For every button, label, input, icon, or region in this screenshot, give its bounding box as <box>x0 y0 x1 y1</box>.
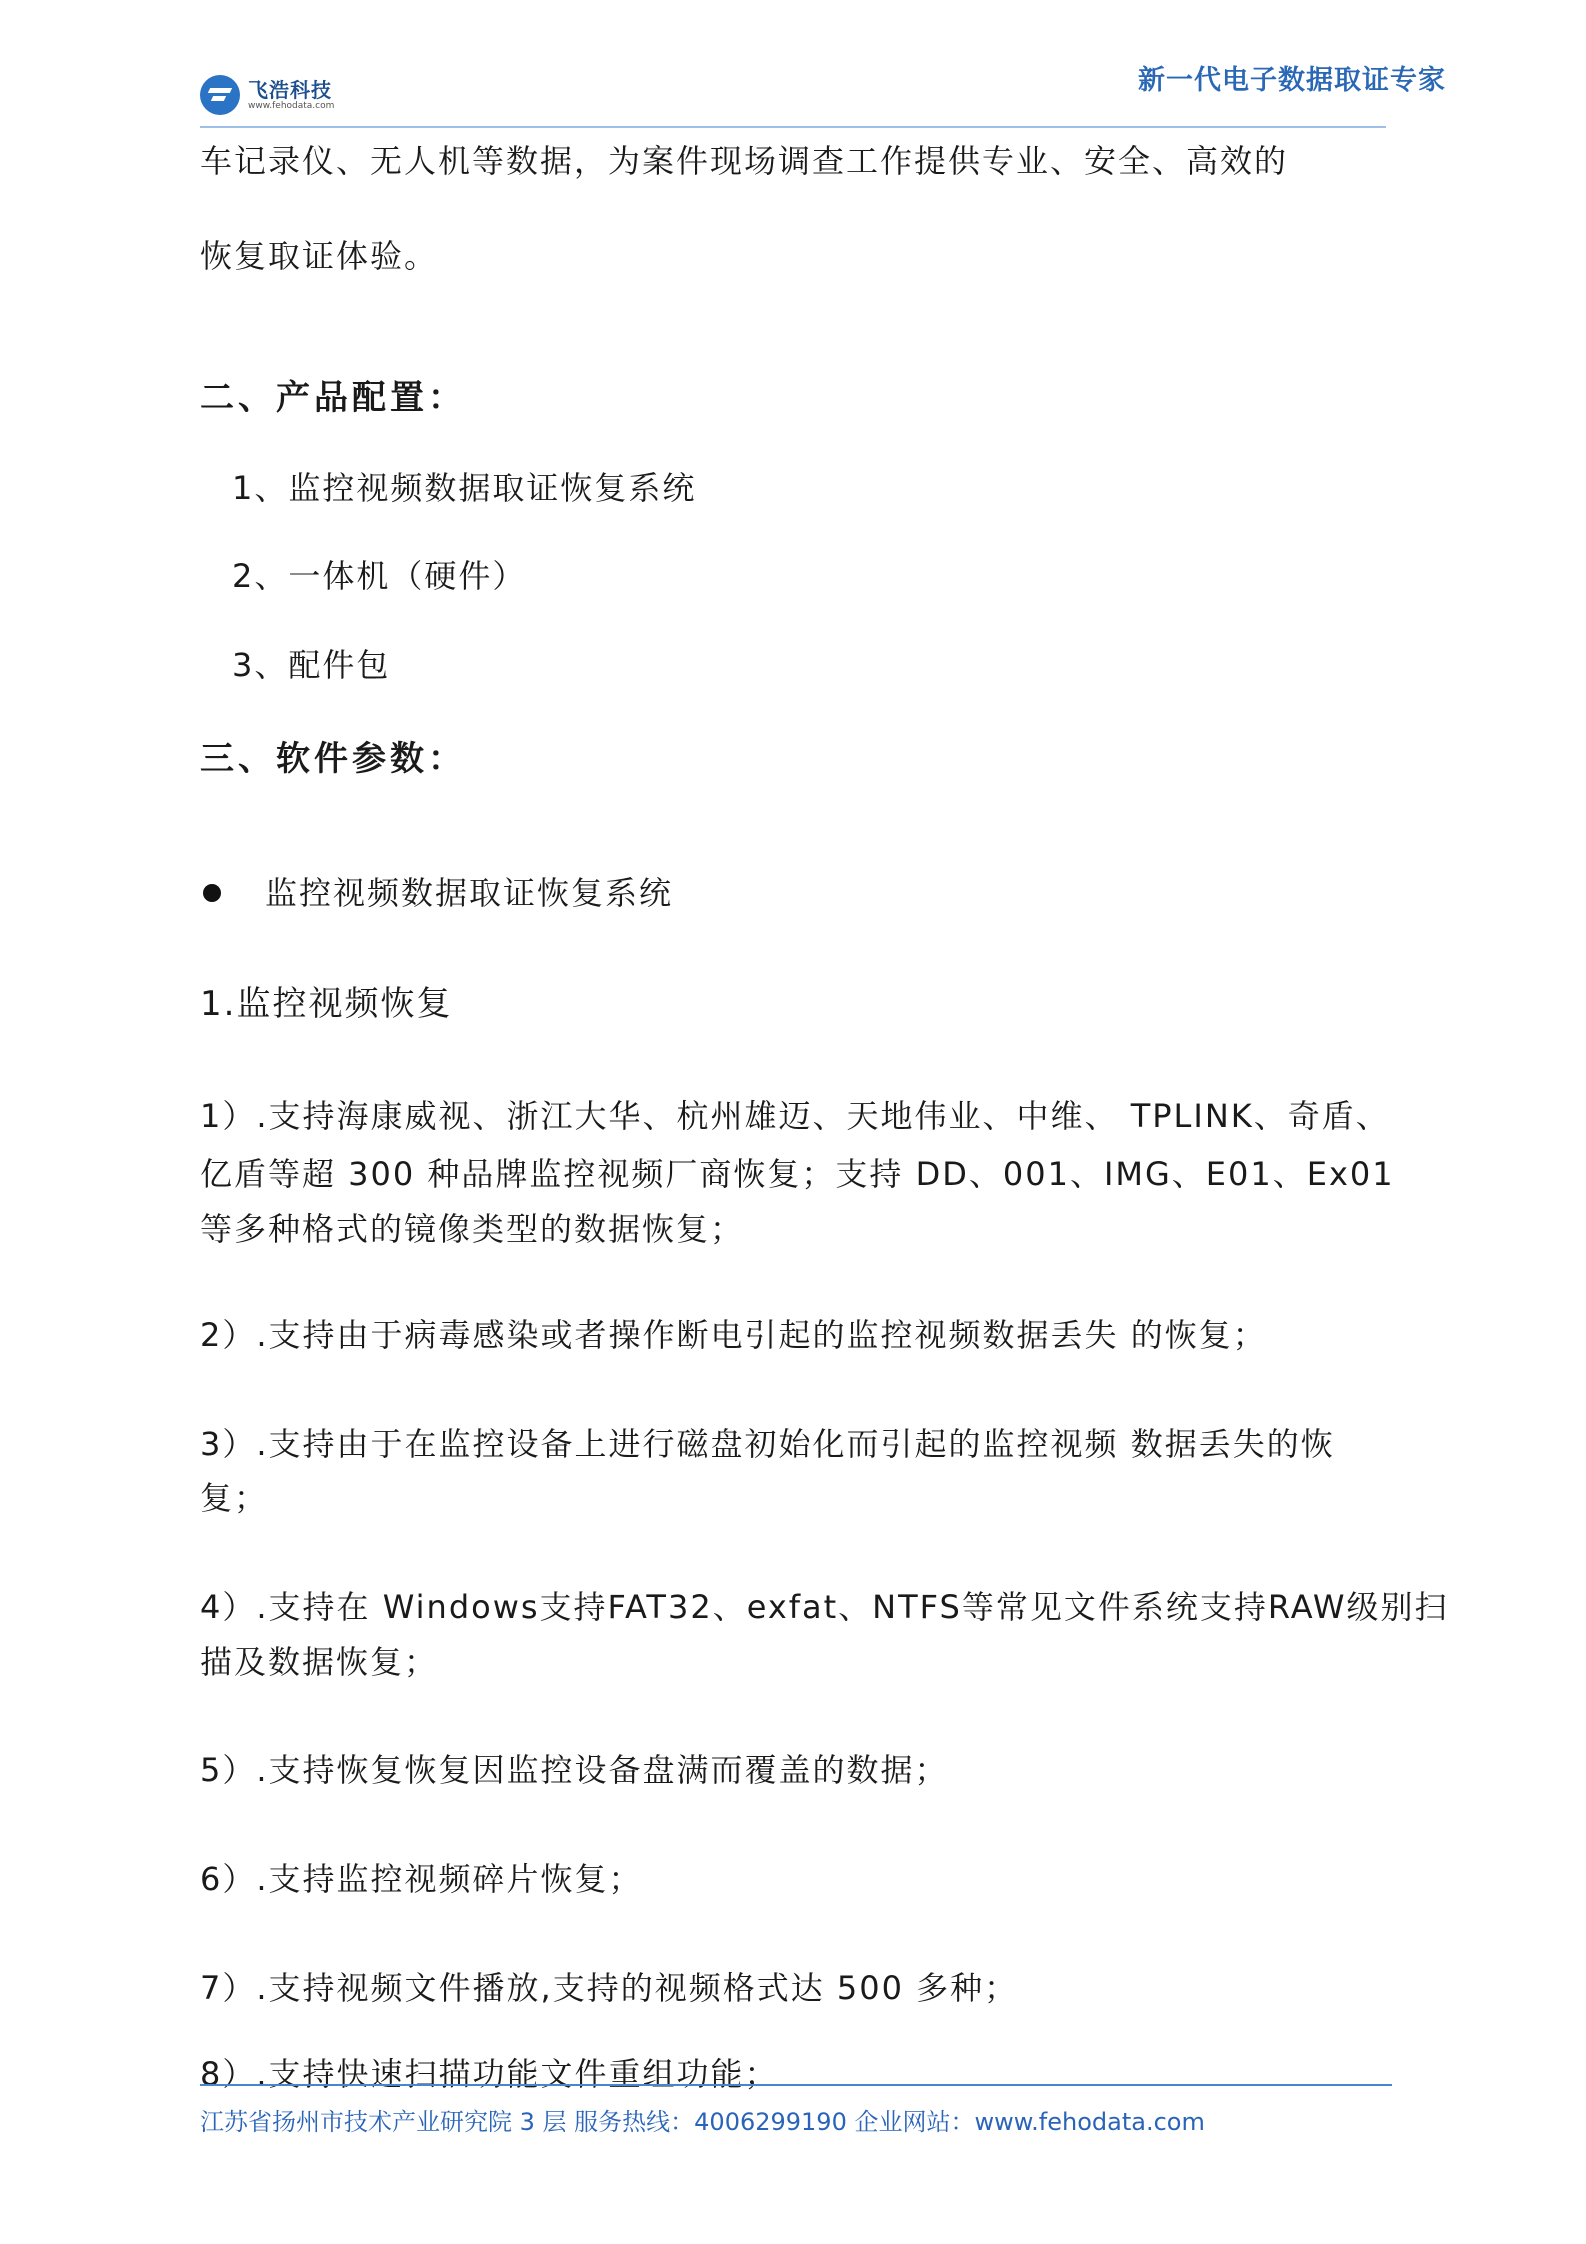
param-point-6: 6）.支持监控视频碎片恢复； <box>200 1860 643 1898</box>
logo-name: 飞浩科技 <box>248 78 332 102</box>
param-point-4-line-1: 4）.支持在 Windows支持FAT32、exfat、NTFS等常见文件系统支持RAW级别扫 <box>200 1588 1449 1626</box>
param-point-3-line-1: 3）.支持由于在监控设备上进行磁盘初始化而引起的监控视频 数据丢失的恢 <box>200 1425 1335 1463</box>
logo-mark-icon <box>200 75 240 115</box>
header-slogan: 新一代电子数据取证专家 <box>1138 65 1446 96</box>
footer-divider <box>200 2084 1392 2086</box>
company-logo <box>200 72 334 118</box>
config-item: 2、一体机（硬件） <box>232 557 527 595</box>
param-point-3-line-2: 复； <box>200 1479 269 1517</box>
param-point-1-line-2: 亿盾等超 300 种品牌监控视频厂商恢复；支持 DD、001、IMG、E01、Ex01 <box>200 1155 1395 1193</box>
config-item: 1、监控视频数据取证恢复系统 <box>232 469 697 507</box>
logo-url: www.fehodata.com <box>248 101 335 111</box>
intro-line-2: 恢复取证体验。 <box>200 237 439 275</box>
bullet-icon <box>203 884 221 902</box>
param-point-8: 8）.支持快速扫描功能文件重组功能； <box>200 2055 779 2093</box>
bullet-item: 监控视频数据取证恢复系统 <box>265 874 674 912</box>
intro-line-1: 车记录仪、无人机等数据，为案件现场调查工作提供专业、安全、高效的 <box>200 142 1289 180</box>
param-point-1-line-1: 1）.支持海康威视、浙江大华、杭州雄迈、天地伟业、中维、 TPLINK、奇盾、 <box>200 1097 1390 1135</box>
section-3-heading: 三、软件参数： <box>200 739 466 779</box>
param-point-2: 2）.支持由于病毒感染或者操作断电引起的监控视频数据丢失 的恢复； <box>200 1316 1267 1354</box>
param-point-1-line-3: 等多种格式的镜像类型的数据恢复； <box>200 1210 745 1248</box>
param-point-5: 5）.支持恢复恢复因监控设备盘满而覆盖的数据； <box>200 1751 949 1789</box>
param-point-4-line-2: 描及数据恢复； <box>200 1643 439 1681</box>
header-divider <box>200 126 1386 128</box>
footer-contact: 江苏省扬州市技术产业研究院 3 层 服务热线：4006299190 企业网站：www.fehodata.com <box>200 2108 1205 2136</box>
config-item: 3、配件包 <box>232 646 391 684</box>
param-point-7: 7）.支持视频文件播放,支持的视频格式达 500 多种； <box>200 1969 1019 2007</box>
section-2-heading: 二、产品配置： <box>200 378 466 418</box>
subsection-heading: 1.监控视频恢复 <box>200 984 453 1024</box>
